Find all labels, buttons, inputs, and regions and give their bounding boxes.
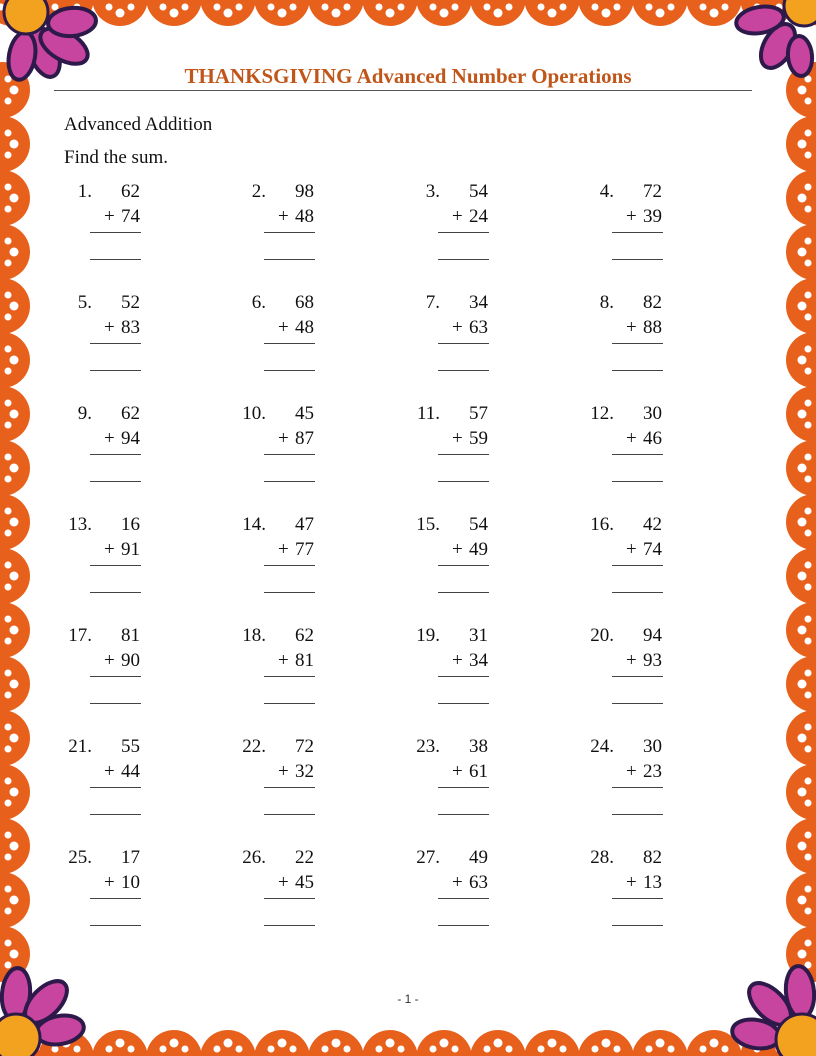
addend-top: 22 xyxy=(295,847,314,868)
plus-operator: + xyxy=(104,872,115,893)
problem-number: 1. xyxy=(77,181,92,202)
addition-problem xyxy=(52,625,172,705)
addend-bottom: 88 xyxy=(643,317,662,338)
addend-top: 62 xyxy=(121,181,140,202)
flower-icon-bottom-right xyxy=(730,965,816,1056)
addend-top: 82 xyxy=(643,292,662,313)
answer-blank[interactable] xyxy=(90,259,141,260)
sum-line xyxy=(264,232,315,233)
answer-blank[interactable] xyxy=(438,703,489,704)
addend-bottom: 61 xyxy=(469,761,488,782)
problem-number: 3. xyxy=(425,181,440,202)
plus-operator: + xyxy=(626,539,637,560)
answer-blank[interactable] xyxy=(90,703,141,704)
sum-line xyxy=(90,343,141,344)
answer-blank[interactable] xyxy=(612,592,663,593)
addition-problem xyxy=(400,292,520,372)
addition-problem xyxy=(226,625,346,705)
addition-problem xyxy=(226,403,346,483)
addend-bottom: 74 xyxy=(121,206,140,227)
addend-top: 55 xyxy=(121,736,140,757)
addend-top: 45 xyxy=(295,403,314,424)
problem-number: 7. xyxy=(425,292,440,313)
answer-blank[interactable] xyxy=(264,925,315,926)
sum-line xyxy=(90,898,141,899)
addend-bottom: 87 xyxy=(295,428,314,449)
plus-operator: + xyxy=(104,650,115,671)
answer-blank[interactable] xyxy=(438,259,489,260)
plus-operator: + xyxy=(104,206,115,227)
addend-top: 68 xyxy=(295,292,314,313)
sum-line xyxy=(90,232,141,233)
problem-number: 19. xyxy=(416,625,440,646)
addend-bottom: 10 xyxy=(121,872,140,893)
addend-top: 30 xyxy=(643,403,662,424)
answer-blank[interactable] xyxy=(90,370,141,371)
answer-blank[interactable] xyxy=(264,259,315,260)
addend-top: 54 xyxy=(469,514,488,535)
problem-number: 2. xyxy=(251,181,266,202)
sum-line xyxy=(438,232,489,233)
plus-operator: + xyxy=(278,317,289,338)
answer-blank[interactable] xyxy=(438,925,489,926)
sum-line xyxy=(438,787,489,788)
answer-blank[interactable] xyxy=(438,481,489,482)
sum-line xyxy=(438,898,489,899)
addend-bottom: 13 xyxy=(643,872,662,893)
plus-operator: + xyxy=(452,650,463,671)
answer-blank[interactable] xyxy=(90,814,141,815)
addition-problem xyxy=(574,625,694,705)
addend-top: 62 xyxy=(295,625,314,646)
plus-operator: + xyxy=(626,317,637,338)
problem-number: 5. xyxy=(77,292,92,313)
addition-problem xyxy=(574,514,694,594)
addend-top: 54 xyxy=(469,181,488,202)
sum-line xyxy=(438,454,489,455)
plus-operator: + xyxy=(452,761,463,782)
problem-number: 13. xyxy=(68,514,92,535)
answer-blank[interactable] xyxy=(438,370,489,371)
section-heading: Advanced Addition xyxy=(64,114,213,135)
sum-line xyxy=(438,343,489,344)
problem-number: 4. xyxy=(599,181,614,202)
problem-number: 17. xyxy=(68,625,92,646)
sum-line xyxy=(264,343,315,344)
addend-bottom: 91 xyxy=(121,539,140,560)
addition-problem xyxy=(52,403,172,483)
addend-top: 31 xyxy=(469,625,488,646)
answer-blank[interactable] xyxy=(264,370,315,371)
plus-operator: + xyxy=(626,872,637,893)
problem-number: 12. xyxy=(590,403,614,424)
answer-blank[interactable] xyxy=(264,592,315,593)
addition-problem xyxy=(574,181,694,261)
sum-line xyxy=(438,676,489,677)
addition-problem xyxy=(574,292,694,372)
addend-bottom: 77 xyxy=(295,539,314,560)
sum-line xyxy=(90,454,141,455)
addend-top: 47 xyxy=(295,514,314,535)
sum-line xyxy=(612,565,663,566)
addend-bottom: 48 xyxy=(295,206,314,227)
problem-number: 28. xyxy=(590,847,614,868)
sum-line xyxy=(264,898,315,899)
plus-operator: + xyxy=(104,428,115,449)
addend-top: 94 xyxy=(643,625,662,646)
addition-problem xyxy=(52,736,172,816)
addition-problem xyxy=(226,292,346,372)
answer-blank[interactable] xyxy=(612,481,663,482)
plus-operator: + xyxy=(452,539,463,560)
plus-operator: + xyxy=(452,872,463,893)
answer-blank[interactable] xyxy=(612,814,663,815)
answer-blank[interactable] xyxy=(612,703,663,704)
answer-blank[interactable] xyxy=(612,370,663,371)
plus-operator: + xyxy=(104,539,115,560)
addend-top: 38 xyxy=(469,736,488,757)
sum-line xyxy=(438,565,489,566)
addition-problem xyxy=(52,847,172,927)
addend-bottom: 44 xyxy=(121,761,140,782)
addend-top: 42 xyxy=(643,514,662,535)
addition-problem xyxy=(400,736,520,816)
problem-number: 8. xyxy=(599,292,614,313)
addend-top: 72 xyxy=(295,736,314,757)
answer-blank[interactable] xyxy=(438,592,489,593)
addition-problem xyxy=(226,514,346,594)
addition-problem xyxy=(400,514,520,594)
answer-blank[interactable] xyxy=(264,481,315,482)
plus-operator: + xyxy=(626,650,637,671)
sum-line xyxy=(90,787,141,788)
sum-line xyxy=(612,898,663,899)
problem-number: 24. xyxy=(590,736,614,757)
addition-problem xyxy=(226,736,346,816)
problem-number: 21. xyxy=(68,736,92,757)
plus-operator: + xyxy=(626,761,637,782)
addend-bottom: 63 xyxy=(469,872,488,893)
problem-number: 15. xyxy=(416,514,440,535)
sum-line xyxy=(90,676,141,677)
answer-blank[interactable] xyxy=(612,925,663,926)
addend-top: 81 xyxy=(121,625,140,646)
page-number: - 1 - xyxy=(397,992,419,1006)
addition-problem xyxy=(574,736,694,816)
addend-top: 62 xyxy=(121,403,140,424)
addend-top: 98 xyxy=(295,181,314,202)
sum-line xyxy=(264,676,315,677)
answer-blank[interactable] xyxy=(264,703,315,704)
answer-blank[interactable] xyxy=(90,592,141,593)
problem-number: 6. xyxy=(251,292,266,313)
plus-operator: + xyxy=(278,428,289,449)
addend-bottom: 34 xyxy=(469,650,488,671)
addition-problem xyxy=(400,625,520,705)
problem-number: 10. xyxy=(242,403,266,424)
plus-operator: + xyxy=(278,539,289,560)
addend-top: 49 xyxy=(469,847,488,868)
problem-number: 16. xyxy=(590,514,614,535)
addend-top: 72 xyxy=(643,181,662,202)
sum-line xyxy=(612,454,663,455)
addend-bottom: 74 xyxy=(643,539,662,560)
addend-bottom: 39 xyxy=(643,206,662,227)
plus-operator: + xyxy=(278,761,289,782)
problem-number: 25. xyxy=(68,847,92,868)
plus-operator: + xyxy=(104,317,115,338)
problem-number: 18. xyxy=(242,625,266,646)
addend-bottom: 46 xyxy=(643,428,662,449)
sum-line xyxy=(264,787,315,788)
plus-operator: + xyxy=(626,428,637,449)
addition-problem xyxy=(52,181,172,261)
addition-problem xyxy=(52,514,172,594)
addend-bottom: 59 xyxy=(469,428,488,449)
problem-number: 14. xyxy=(242,514,266,535)
addend-top: 57 xyxy=(469,403,488,424)
instruction-text: Find the sum. xyxy=(64,147,168,168)
addend-top: 52 xyxy=(121,292,140,313)
addend-bottom: 49 xyxy=(469,539,488,560)
answer-blank[interactable] xyxy=(90,925,141,926)
worksheet-title: THANKSGIVING Advanced Number Operations xyxy=(184,64,632,88)
plus-operator: + xyxy=(452,317,463,338)
sum-line xyxy=(612,343,663,344)
addend-bottom: 32 xyxy=(295,761,314,782)
sum-line xyxy=(90,565,141,566)
addition-problem xyxy=(52,292,172,372)
addend-bottom: 23 xyxy=(643,761,662,782)
problem-number: 22. xyxy=(242,736,266,757)
addend-top: 30 xyxy=(643,736,662,757)
addend-bottom: 45 xyxy=(295,872,314,893)
problem-number: 27. xyxy=(416,847,440,868)
addend-bottom: 90 xyxy=(121,650,140,671)
problem-number: 20. xyxy=(590,625,614,646)
answer-blank[interactable] xyxy=(264,814,315,815)
problem-number: 11. xyxy=(416,403,440,424)
plus-operator: + xyxy=(452,428,463,449)
addend-top: 16 xyxy=(121,514,140,535)
addend-top: 17 xyxy=(121,847,140,868)
plus-operator: + xyxy=(452,206,463,227)
addition-problem xyxy=(574,403,694,483)
plus-operator: + xyxy=(278,872,289,893)
title-underline xyxy=(54,90,752,91)
addend-top: 82 xyxy=(643,847,662,868)
addend-bottom: 83 xyxy=(121,317,140,338)
answer-blank[interactable] xyxy=(438,814,489,815)
sum-line xyxy=(612,232,663,233)
plus-operator: + xyxy=(278,650,289,671)
addition-problem xyxy=(226,847,346,927)
answer-blank[interactable] xyxy=(90,481,141,482)
problem-number: 26. xyxy=(242,847,266,868)
addition-problem xyxy=(226,181,346,261)
addend-bottom: 93 xyxy=(643,650,662,671)
addition-problem xyxy=(400,403,520,483)
sum-line xyxy=(612,676,663,677)
sum-line xyxy=(264,565,315,566)
sum-line xyxy=(264,454,315,455)
addend-bottom: 81 xyxy=(295,650,314,671)
sum-line xyxy=(612,787,663,788)
plus-operator: + xyxy=(278,206,289,227)
addend-top: 34 xyxy=(469,292,488,313)
addend-bottom: 63 xyxy=(469,317,488,338)
problem-number: 23. xyxy=(416,736,440,757)
addend-bottom: 48 xyxy=(295,317,314,338)
answer-blank[interactable] xyxy=(612,259,663,260)
addend-bottom: 24 xyxy=(469,206,488,227)
problem-number: 9. xyxy=(77,403,92,424)
addition-problem xyxy=(400,847,520,927)
addend-bottom: 94 xyxy=(121,428,140,449)
plus-operator: + xyxy=(104,761,115,782)
plus-operator: + xyxy=(626,206,637,227)
addition-problem xyxy=(400,181,520,261)
addition-problem xyxy=(574,847,694,927)
